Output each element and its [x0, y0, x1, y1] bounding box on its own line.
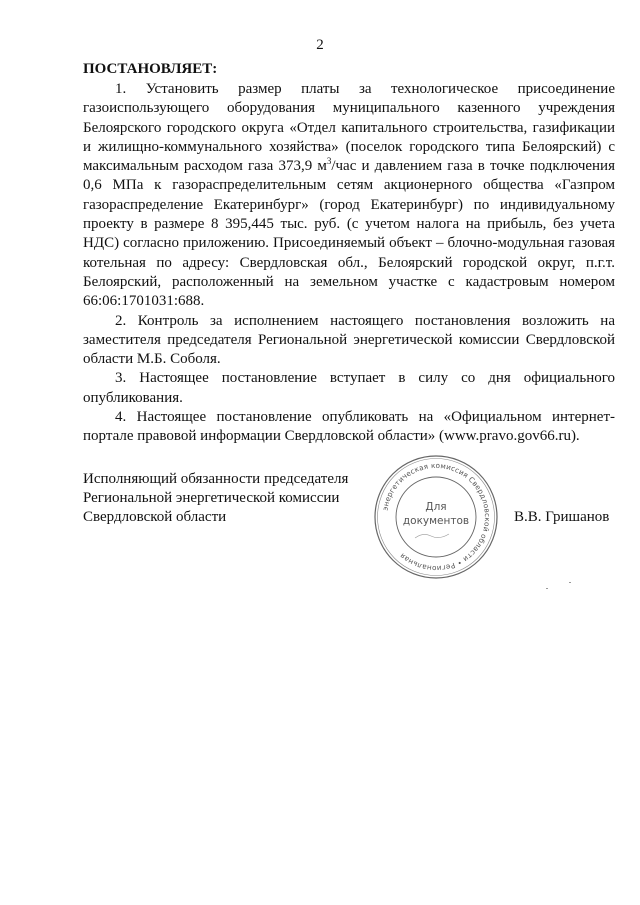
signer-name: В.В. Гришанов	[514, 509, 610, 525]
stamp-center-line-2: документов	[402, 515, 470, 527]
signer-position-line: Свердловской области	[83, 509, 227, 525]
official-stamp	[371, 452, 501, 582]
signer-position-line: Региональной энергетической комиссии	[83, 490, 340, 506]
scan-mark	[569, 582, 571, 583]
paragraph-1-text-a: 1. Установить размер платы за технологическое присоединение газоиспользующего оборудования муниципального казенного учреждения Белоярского городского округа «Отдел капитального строительства, газификации и жилищно-коммунального хозяйства» (поселок городского типа Белоярский) с максимальным расходом газа 373,9 м	[83, 81, 615, 175]
paragraph-1-text-b: /час и давлением газа в точке подключения 0,6 МПа к газораспределительным сетям акционерного общества «Газпром газораспределение Екатеринбург» (город Екатеринбург) по индивидуальному проекту в размере 8 395,445 тыс. руб. (с учетом налога на прибыль, без учета НДС) согласно приложению. Присоединяемый объект – блочно-модульная газовая котельная по адресу: Свердловская обл., Белоярский городской округ, п.г.т. Белоярский, расположенный на земельном участке с кадастровым номером 66:06:1701031:688.	[83, 158, 615, 310]
paragraph-1	[83, 80, 615, 312]
stamp-graphic	[371, 452, 501, 582]
superscript-3: 3	[326, 156, 332, 167]
stamp-ring-text: энергетическая комиссия Свердловской области • Региональная	[380, 460, 493, 574]
paragraph-4: 4. Настоящее постановление опубликовать на «Официальном интернет-портале правовой информации Свердловской области» (www.pravo.gov66.ru).	[83, 409, 615, 445]
stamp-signature-scribble	[415, 534, 449, 538]
page-number: 2	[316, 37, 324, 53]
resolution-heading: ПОСТАНОВЛЯЕТ:	[83, 61, 218, 77]
signer-position	[83, 470, 348, 527]
resolution-body	[83, 80, 615, 447]
paragraph-2: 2. Контроль за исполнением настоящего постановления возложить на заместителя председателя Региональной энергетической комиссии Свердловской области М.Б. Соболя.	[83, 312, 615, 368]
stamp-center-line-1: Для	[425, 501, 447, 513]
paragraph-3: 3. Настоящее постановление вступает в силу со дня официального опубликования.	[83, 370, 615, 406]
signer-position-line: Исполняющий обязанности председателя	[83, 471, 349, 487]
scan-mark	[546, 588, 548, 589]
